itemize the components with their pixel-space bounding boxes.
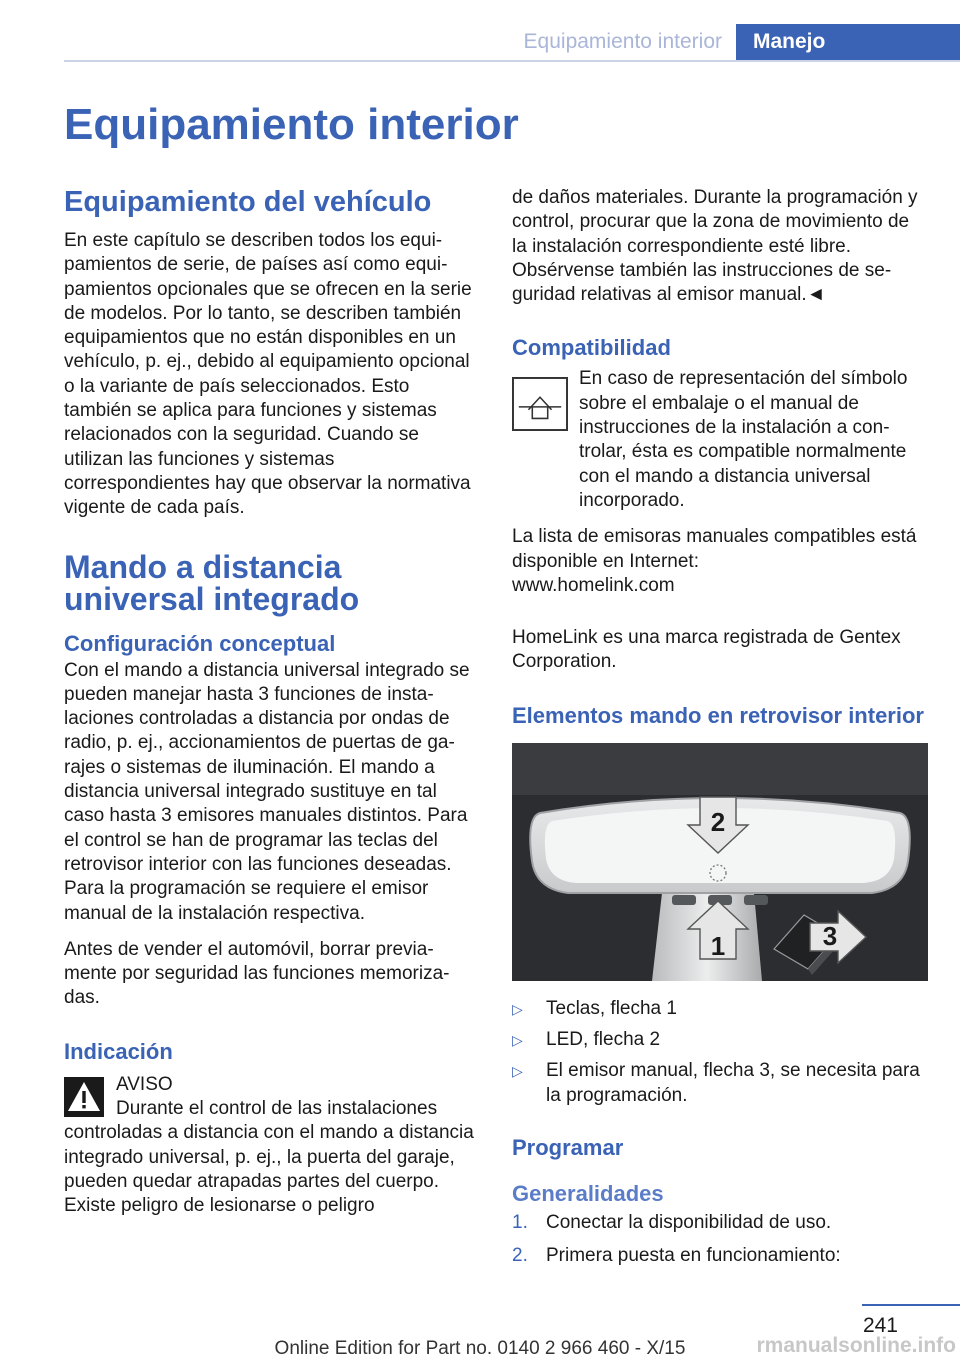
- compatibility-note: [512, 367, 928, 513]
- heading-configuracion: Configuración conceptual: [64, 630, 336, 656]
- heading-compatibilidad: Compatibilidad: [512, 335, 671, 361]
- heading-indicacion: Indicación: [64, 1038, 173, 1064]
- list-item: ▷ LED, flecha 2: [512, 1029, 661, 1051]
- compatibility-house-icon: [512, 377, 568, 431]
- mirror-illustration: [512, 743, 928, 981]
- list-item: 2. Primera puesta en funcionamiento:: [512, 1245, 841, 1267]
- right-column: [512, 186, 928, 1278]
- list-item: ▷ Teclas, flecha 1: [512, 997, 677, 1019]
- left-column: [64, 186, 478, 1219]
- footer-rule: [862, 1304, 960, 1306]
- page-number: 241: [862, 1314, 898, 1337]
- aviso-first-line: Durante el control de las instalaciones controladas a distancia con el mando a distancia integrado universal, p. ej., la puerta del garaje, pueden quedar atrapadas partes del cuerpo. Existe peligro de lesionarse o peligro: [64, 1098, 474, 1217]
- paragraph-configuracion: Con el mando a distancia universal integrado se pueden manejar hasta 3 funciones de instalaciones controladas a distancia por ondas de radio, p. ej., accionamientos de puertas de garajes o sistemas de iluminación. El mando a distancia universal integrado sustituye en tal caso hasta 3 emisores manuales distintos. Para el control se han de programar las teclas del retrovisor interior con las funciones deseadas. Para la programación se requiere el emisor manual de la instalación respectiva.: [64, 659, 470, 924]
- paragraph-lista: La lista de emisoras manuales compatibles está disponible en Internet:: [512, 526, 917, 572]
- list-item: ▷ El emisor manual, flecha 3, se necesita para la programación.: [512, 1060, 920, 1106]
- arrow-3-label: 3: [822, 920, 838, 951]
- elements-list: [512, 997, 928, 1108]
- steps-list: [512, 1211, 928, 1269]
- list-item: 1. Conectar la disponibilidad de uso.: [512, 1211, 832, 1233]
- triangle-bullet-icon: ▷: [512, 1000, 523, 1017]
- heading-programar: Programar: [512, 1134, 624, 1160]
- heading-mando-distancia: Mando a distancia universal integrado: [64, 548, 360, 617]
- paragraph-homelink: HomeLink es una marca registrada de Gentex Corporation.: [512, 627, 901, 673]
- paragraph-vender: Antes de vender el automóvil, borrar previamente por seguridad las funciones memorizadas.: [64, 938, 450, 1009]
- paragraph-continuacion: de daños materiales. Durante la programación y control, procurar que la zona de movimiento de la instalación correspondiente esté libre. Obsérvense también las instrucciones de seguridad relativas al emisor manual.◄: [512, 187, 918, 306]
- triangle-bullet-icon: ▷: [512, 1063, 523, 1080]
- running-header-tab: Manejo: [736, 24, 960, 62]
- triangle-bullet-icon: ▷: [512, 1032, 523, 1049]
- arrow-1-label: 1: [710, 930, 726, 961]
- paragraph-compatibilidad: En caso de representación del símbolo sobre el embalaje o el manual de instrucciones de la instalación a controlar, ésta es compatible normalmente con el mando a distancia universal incorporado.: [579, 368, 908, 511]
- heading-generalidades: Generalidades: [512, 1180, 664, 1206]
- mirror-button-3: [744, 895, 768, 905]
- heading-equipamiento-vehiculo: Equipamiento del vehículo: [64, 186, 432, 218]
- warning-note: [64, 1073, 478, 1219]
- running-header-section: Equipamiento interior: [523, 30, 722, 53]
- homelink-url[interactable]: www.homelink.com: [512, 574, 675, 596]
- warning-triangle-icon: [64, 1077, 104, 1117]
- mirror-figure: [512, 743, 928, 981]
- paragraph-vehiculo: En este capítulo se describen todos los equipamientos de serie, de países así como equipamientos opcionales que se ofrecen en la serie de modelos. Por lo tanto, se describen también equipamientos que no están disponibles en un vehículo, p. ej., debido al equipamiento opcional o la variante de país seleccionados. Esto también se aplica para funciones y sistemas relacionados con la seguridad. Cuando se utilizan las funciones y sistemas correspondientes hay que observar la normativa vigente de cada país.: [64, 230, 472, 519]
- heading-elementos: Elementos mando en retrovisor interior: [512, 702, 924, 728]
- edition-footer: Online Edition for Part no. 0140 2 966 460 - X/15: [274, 1338, 686, 1359]
- aviso-label: AVISO: [116, 1073, 173, 1095]
- arrow-2-label: 2: [710, 806, 726, 837]
- watermark: rmanualsonline.info: [756, 1334, 956, 1357]
- mirror-button-1: [672, 895, 696, 905]
- header-rule: [64, 60, 960, 62]
- page-title: Equipamiento interior: [64, 100, 519, 149]
